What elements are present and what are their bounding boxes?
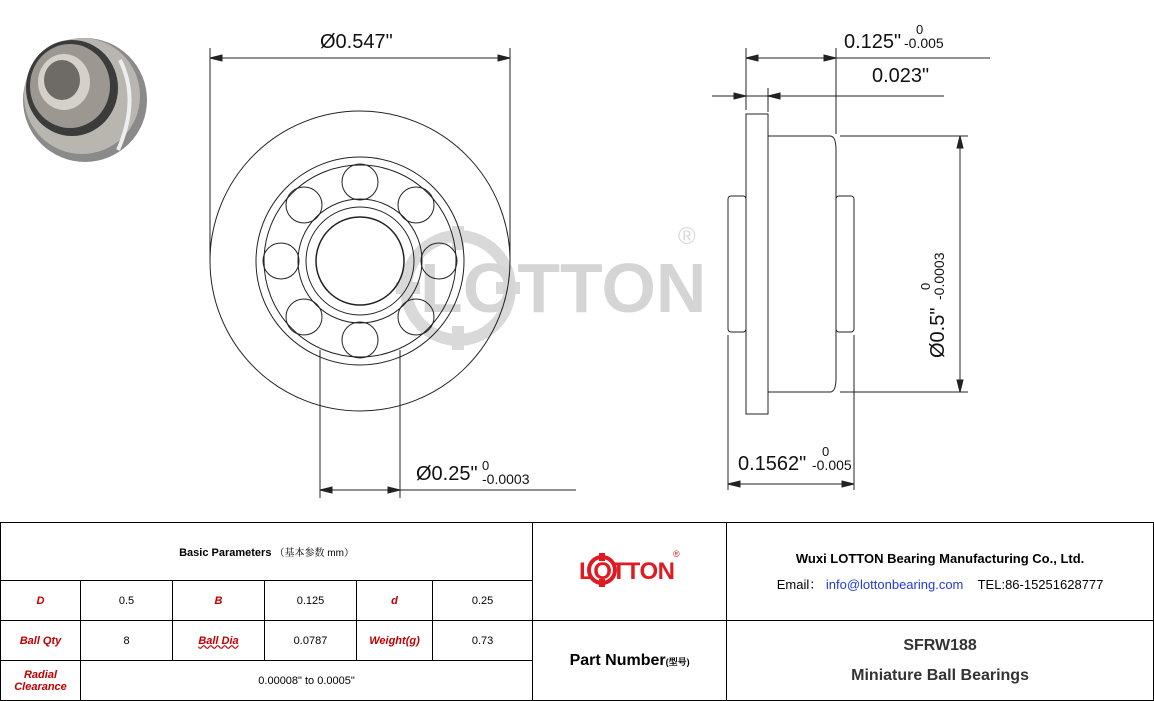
dim-bore: Ø0.25" — [416, 463, 478, 485]
part-number: SFRW188 — [903, 636, 977, 654]
param-value-weight: 0.73 — [433, 621, 533, 661]
dim-outer-dia-tol-up: 0 — [918, 282, 933, 290]
bearing-photo — [16, 10, 176, 170]
lotton-watermark — [396, 223, 706, 350]
param-value-ball-qty: 8 — [81, 621, 173, 661]
brand-logo-cell — [533, 523, 727, 621]
dim-outer-dia-group — [918, 252, 949, 358]
side-view — [728, 114, 854, 414]
watermark-text: LOTTON — [420, 249, 707, 327]
watermark-registered: ® — [678, 223, 696, 250]
param-value-D: 0.5 — [81, 581, 173, 621]
dim-width: 0.125" — [844, 31, 902, 53]
logo-text: LOTTON — [578, 558, 675, 585]
param-value-ball-dia: 0.0787 — [265, 621, 357, 661]
table-title-sub: （基本参数 mm） — [274, 548, 354, 559]
param-value-radial-clearance: 0.00008" to 0.0005" — [81, 661, 533, 701]
dim-total-width-tol-down: -0.005 — [812, 457, 852, 473]
param-value-d: 0.25 — [433, 581, 533, 621]
part-description: Miniature Ball Bearings — [851, 666, 1029, 684]
email-link[interactable]: info@lottonbearing.com — [825, 576, 964, 592]
email-label: Email： — [776, 576, 823, 592]
param-label-weight: Weight(g) — [369, 634, 420, 647]
param-label-ball-qty: Ball Qty — [19, 634, 62, 647]
dim-outer-dia: Ø0.5" — [927, 307, 949, 358]
lotton-logo — [575, 547, 685, 593]
dim-flange-width: 0.023" — [872, 65, 930, 87]
part-number-label-sub: (型号) — [665, 656, 690, 667]
company-cell — [727, 523, 1154, 621]
dim-total-width-tol-up: 0 — [822, 444, 830, 459]
part-number-label-cell — [533, 621, 727, 701]
dim-width-tol-down: -0.005 — [904, 35, 944, 51]
dim-bore-tol-down: -0.0003 — [482, 471, 530, 487]
company-name: Wuxi LOTTON Bearing Manufacturing Co., Ltd. — [795, 550, 1085, 566]
param-value-B: 0.125 — [265, 581, 357, 621]
dim-width-tol-up: 0 — [916, 22, 924, 37]
param-label-D: D — [36, 594, 45, 607]
part-number-cell — [727, 621, 1154, 701]
logo-registered: ® — [672, 549, 680, 559]
dim-outer-dia-tol-down: -0.0003 — [931, 252, 947, 300]
dim-outer-flange: Ø0.547" — [320, 31, 393, 53]
dim-bore-tol-up: 0 — [482, 458, 490, 473]
param-label-radial-clearance: Radial Clearance — [14, 668, 67, 693]
tel-text: TEL:86-15251628777 — [977, 576, 1104, 592]
param-label-ball-dia: Ball Dia — [198, 634, 239, 647]
part-number-label: Part Number — [569, 651, 666, 669]
table-title: Basic Parameters — [179, 547, 272, 559]
param-label-B: B — [214, 594, 223, 607]
param-label-d: d — [391, 594, 398, 607]
table-title-cell — [1, 523, 533, 581]
dim-total-width: 0.1562" — [738, 453, 807, 475]
parameter-table — [0, 522, 1154, 701]
contact-line — [727, 574, 1153, 593]
